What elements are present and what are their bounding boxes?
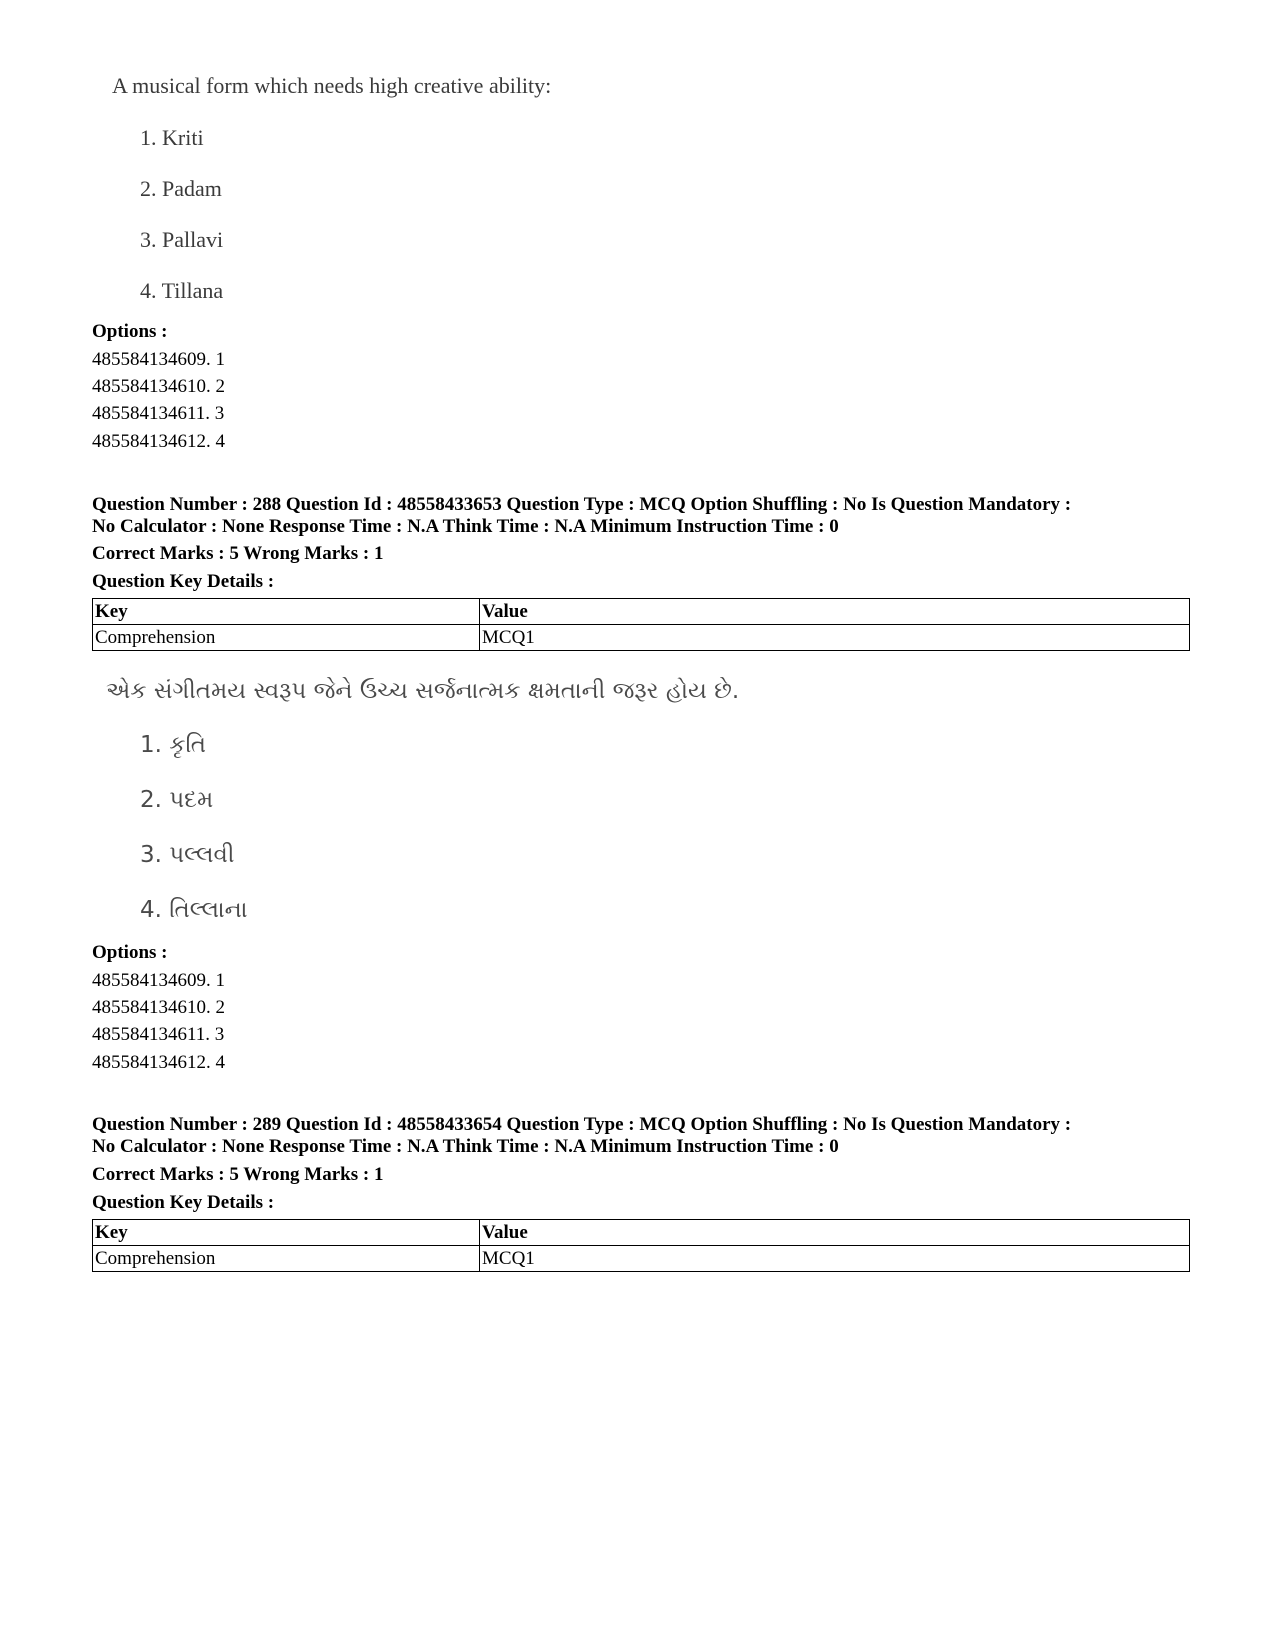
- question-choice-1: 1. Kriti: [140, 125, 204, 150]
- question-meta-line-1: Question Number : 288 Question Id : 48558433653 Question Type : MCQ Option Shuffling : No Is Question Mandatory :: [92, 494, 1072, 515]
- question-marks: Correct Marks : 5 Wrong Marks : 1: [92, 543, 384, 564]
- table-header-row: [93, 1220, 1190, 1246]
- table-header-key: Key: [93, 599, 480, 625]
- table-cell-value: MCQ1: [480, 1246, 1190, 1272]
- question-meta-line-2: No Calculator : None Response Time : N.A Think Time : N.A Minimum Instruction Time : 0: [92, 516, 839, 537]
- question-marks: Correct Marks : 5 Wrong Marks : 1: [92, 1164, 384, 1185]
- question-choice-1: 1. કૃતિ: [140, 732, 206, 758]
- question-meta-line-1: Question Number : 289 Question Id : 48558433654 Question Type : MCQ Option Shuffling : No Is Question Mandatory :: [92, 1114, 1072, 1135]
- question-key-table: [92, 1219, 1190, 1272]
- question-choice-4: 4. તિલ્લાના: [140, 897, 248, 923]
- option-id-1: 485584134609. 1: [92, 970, 225, 991]
- option-id-2: 485584134610. 2: [92, 997, 225, 1018]
- table-header-key: Key: [93, 1220, 480, 1246]
- option-id-3: 485584134611. 3: [92, 403, 225, 424]
- option-id-4: 485584134612. 4: [92, 1052, 225, 1073]
- table-row: [93, 625, 1190, 651]
- question-meta-line-2: No Calculator : None Response Time : N.A Think Time : N.A Minimum Instruction Time : 0: [92, 1136, 839, 1157]
- table-row: [93, 1246, 1190, 1272]
- options-heading: Options :: [92, 321, 168, 342]
- table-cell-key: Comprehension: [93, 625, 480, 651]
- option-id-1: 485584134609. 1: [92, 349, 225, 370]
- question-choice-4: 4. Tillana: [140, 278, 224, 303]
- table-cell-value: MCQ1: [480, 625, 1190, 651]
- question-choice-2: 2. Padam: [140, 176, 222, 201]
- table-header-row: [93, 599, 1190, 625]
- option-id-2: 485584134610. 2: [92, 376, 225, 397]
- question-stem: A musical form which needs high creative ability:: [112, 73, 552, 98]
- question-choice-3: 3. Pallavi: [140, 227, 224, 252]
- question-choice-3: 3. પલ્લવી: [140, 842, 235, 868]
- table-header-value: Value: [480, 599, 1190, 625]
- question-stem: એક સંગીતમય સ્વરૂપ જેને ઉચ્ચ સર્જનાત્મક ક્ષમતાની જરૂર હોય છે.: [106, 678, 740, 704]
- question-key-table: [92, 598, 1190, 651]
- question-choice-2: 2. પદમ: [140, 787, 214, 813]
- question-key-details-heading: Question Key Details :: [92, 1192, 275, 1213]
- option-id-3: 485584134611. 3: [92, 1024, 225, 1045]
- table-header-value: Value: [480, 1220, 1190, 1246]
- question-image-english: [92, 70, 1192, 310]
- question-key-details-heading: Question Key Details :: [92, 571, 275, 592]
- question-image-gujarati: [92, 676, 1192, 936]
- option-id-4: 485584134612. 4: [92, 431, 225, 452]
- table-cell-key: Comprehension: [93, 1246, 480, 1272]
- options-heading: Options :: [92, 942, 168, 963]
